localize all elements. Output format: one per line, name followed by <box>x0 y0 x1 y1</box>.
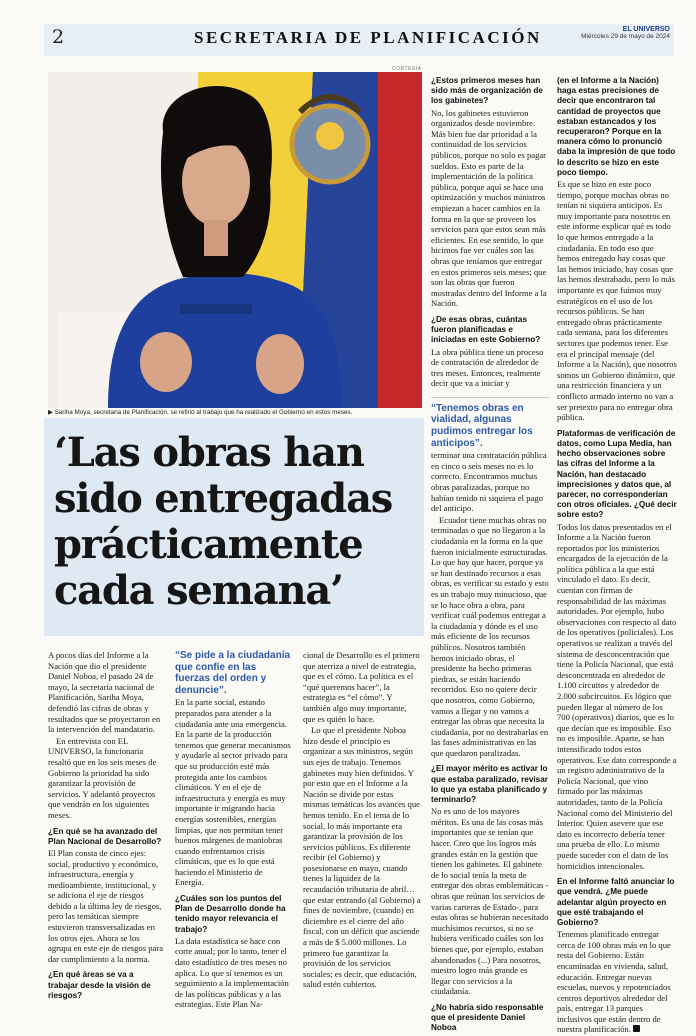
question: (en el Informe a la Nación) haga estas precisiones de decir que encontraron tal cantidad de proyectos que estaban estancados y los recuperaron? Porque en la manera cómo lo pronunció daba la impresión de que todo lo descrito se hizo en este poco tiempo. <box>557 76 676 177</box>
question: ¿Estos primeros meses han sido más de organización de los gabinetes? <box>431 76 543 106</box>
paragraph: En la parte social, estando preparados para atender a la ciudadanía ante una emergencia. En la parte de la producción tenemos que generar mecanismos y ayudarle al sector privado para que su producción esté más protegida ante los cambios climáticos. Y en el eje de infraestructura y energía es muy importante ir migrando hacia energías sostenibles, energías limpias, que nos permitan tener buenos márgenes de maniobras cuando enfrentamos crisis climáticas, que es lo que está haciendo el Ministerio de Energía. <box>175 697 291 888</box>
answer: No es uno de los mayores méritos. Es una de las cosas más importantes que se tenían que hacer. Creo que los logros más grandes están en la gestión que tienen los gabinetes. El gabinete de lo social tenía la meta de entregar dos obras emblemáticas -obras que reúnan los servicios de varias carteras de Estado-, para estas obras se hubieran necesitado muchísimos recursos, si no se hubiera verificado cuáles son los bienes que, por ejemplo, estaban abandonados (...) Para nosotros, nuestro logro más grande es llegar con servicios a la ciudadanía. <box>431 806 549 997</box>
question: ¿Cuáles son los puntos del Plan de Desarrollo donde ha tenido mayor relevancia el trabajo? <box>175 894 286 934</box>
pull-quote: “Se pide a la ciudadanía que confíe en las fuerzas del orden y denuncie”. <box>175 650 291 696</box>
question: ¿En qué se ha avanzado del Plan Nacional de Desarrollo? <box>48 826 162 846</box>
column-bottom-right <box>303 650 421 991</box>
question: ¿El mayor mérito es activar lo que estaba paralizado, revisar lo que ya estaba planificado y terminarlo? <box>431 764 548 805</box>
portrait-illustration <box>48 72 422 408</box>
column-fourth <box>557 76 677 1036</box>
page-number: 2 <box>52 26 65 48</box>
answer: No, los gabinetes estuvieron organizados desde noviembre. Más bien fue dar prioridad a la continuidad de los servicios públicos, porque no solo es pagar sueldos. Esto es parte de la implementación de la política pública, porque aquí se hace una optimización y muchos ministros empiezan a hacer cambios en la forma en la que se proveen los servicios para que estos sean más eficientes. En ese sentido, lo que hicimos fue ver cuáles son las obras que teníamos que entregar en estos primeros seis meses; que son las obras que fueron mostradas dentro del Informe a la Nación. <box>431 107 547 309</box>
headline: ‘Las obras han sido entregadas prácticamente cada semana’ <box>54 429 393 614</box>
answer-text: Tenemos planificado entregar cerca de 100 obras más en lo que resta del Gobierno. Están encaminadas en vivienda, salud, educación. Entregar nuevas escuelas, nuevos y repotenciados centros deportivos alrededor del país, entregar 13 parques inclusivos que están dentro de nuestra planificación. <box>557 929 671 1035</box>
question: ¿No habría sido responsable que el presidente Daniel Noboa <box>431 1002 544 1033</box>
paragraph: En entrevista con EL UNIVERSO, la funcionaria resaltó que en los seis meses de Gobierno la prioridad ha sido garantizar la provisión de servicios. Y adelantó proyectos que vendrán en los siguientes meses. <box>48 735 157 820</box>
page-header <box>44 24 674 56</box>
caption-text: Sariha Moya, secretaria de Planificación, se refirió al trabajo que ha realizado el Gobierno en estos meses. <box>54 409 353 416</box>
pull-quote: “Tenemos obras en vialidad, algunas pudimos entregar los anticipos”. <box>431 397 549 449</box>
answer: La obra pública tiene un proceso de contratación de alrededor de tres meses. Entonces, realmente decir que va a iniciar y <box>431 346 544 389</box>
issue-date: Miércoles 29 de mayo de 2024 <box>581 33 670 40</box>
question: ¿De esas obras, cuántas fueron planificadas e iniciadas en este Gobierno? <box>431 314 541 345</box>
section-title: SECRETARIA DE PLANIFICACIÓN <box>194 28 542 47</box>
masthead <box>581 26 670 40</box>
column-bottom-left <box>48 650 163 1002</box>
headline-box <box>44 418 424 636</box>
question: ¿En qué áreas se va a trabajar desde la visión de riesgos? <box>48 970 151 1000</box>
article-photo <box>48 72 422 408</box>
answer <box>557 929 677 1035</box>
brand-name: EL UNIVERSO <box>622 26 670 33</box>
end-of-article-icon <box>633 1025 640 1032</box>
paragraph: cional de Desarrollo es el primero que aterriza a nivel de estrategia, que es el cómo. La política es el “qué queremos hacer”, la estrategia es “el cómo”. Y también algo muy importante, que es quién lo hace. <box>303 650 420 724</box>
column-third <box>431 76 549 1035</box>
photo-credit: CORTESIA <box>392 66 422 72</box>
paragraph: terminar una contratación pública en cinco o seis meses no es lo correcto. Encontramos muchas obras paralizadas, porque no habían tenido ni siquiera el pago del anticipo. <box>431 450 547 514</box>
answer: Todos los datos presentados en el Informe a la Nación fueron reportados por los ministerios encargados de la ejecución de la política pública a la que está vinculado el dato. Es decir, cuentan con firmas de responsabilidad de las máximas autoridades. Por ejemplo, hubo observaciones con respecto al dato de los operativos (policiales). Los operativos se realizan a través del sistema de desconcentración que tiene la Policía Nacional, que está desconcentrada en alrededor de 1.100 circuitos y alrededor de 2.000 subcircuitos. Es lógico que pueden llegar al número de los 700 (operativos) diarios, que es lo que decían que es imposible. Eso no es imposible. Aparte, se han intensificado todos estos operativos. Ese dato corresponde a un registro administrativo de la Policía Nacional, que vino firmado por las máximas autoridades, tanto de la Policía Nacional como del Ministerio del Interior. Quien asevere que ese dato es incorrecto debería tener una prueba de ello. Lo mismo puede suceder con el dato de los homicidios intencionales. <box>557 521 677 871</box>
photo-caption <box>48 409 422 416</box>
answer: La data estadística se hace con corte anual; por lo tanto, tener el dato estadístico de tres meses no aplica. Lo que sí tenemos es un seguimiento a la implementación de las políticas públicas y a las estrategias. Este Plan Na- <box>175 935 289 1010</box>
caption-marker-icon: ▶ <box>48 409 53 416</box>
column-bottom-middle <box>175 650 293 1011</box>
intro-paragraph: A pocos días del Informe a la Nación que dio el presidente Daniel Noboa, el pasado 24 de mayo, la secretaria nacional de Planificación, Sariha Moya, defendió las cifras de obras y resultados que se proyectaron en la intervención del mandatario. <box>48 650 161 735</box>
paragraph: Ecuador tiene muchas obras no terminadas o que no llegaron a la ciudadanía en la forma en la que fueron inicialmente estructuradas. Lo que hay que hacer, porque ya se han destinado recursos a esas obras, es verificar su estado y esto es un trabajo muy minucioso, que se lo hace obra a obra, para verificar cuál podemos entregar a la ciudadanía y dónde es el uso más eficiente de los recursos públicos. Nosotros también hemos iniciado obras, el presidente ha hecho primeras piedras, se están haciendo recorridos. Eso no quiere decir que nosotros, como Gobierno, vamos a llegar y no vamos a entregar las obras que necesita la ciudadanía, por no destrabarlas en las fases administrativas en las que quedaron paralizadas. <box>431 514 549 758</box>
question: En el Informe faltó anunciar lo que vendrá. ¿Me puede adelantar algún proyecto en que esté trabajando el Gobierno? <box>557 877 675 927</box>
answer: Es que se hizo en este poco tiempo, porque muchas obras no tenían ni siquiera anticipos. Es muy importante para nosotros en este informe explicar qué es todo lo que hemos entregado a la ciudadanía. En todo eso que hemos entregado hay cosas que las hemos iniciado, hay cosas que las hemos destrabado, pero lo más importante es que fuimos muy estratégicos en el uso de los recursos públicos. Se han entregado obras prácticamente cada semana, para los diferentes sectores que podemos tener. Ese era el principal mensaje (del Informe a la Nación), que nosotros somos un Gobierno dinámico, que una restricción financiera y un conflicto armado interno no van a ser pretexto para no entregar obra pública. <box>557 179 677 423</box>
answer: El Plan consta de cinco ejes: social, productivo y económico, infraestructura, energía y medioambiente, institucional, y se adiciona el eje de riesgos debido a la última ley de riesgos, pero las temáticas siempre estuvieron transversalizadas en los otros ejes. Ahora se los agrupa en este eje de riesgos para dar cumplimiento a la norma. <box>48 847 164 964</box>
paragraph: Lo que el presidente Noboa hizo desde el principio es organizar a sus ministros, según sus ejes de trabajo. Tenemos gabinetes muy bien definidos. Y por esto que en el Informe a la Nación se divide por estas mismas temáticas los avances que hemos tenido. En el tema de lo social, lo más importante era garantizar la provisión de los servicios públicos. Es diferente recibir (el Gobierno) y posesionarse en mayo, cuando tienes la liquidez de la recaudación tributaria de abril… que estar entrando (al Gobierno) a fines de noviembre, (cuando) en diciembre es el cierre del año fiscal, con un déficit que asciende a más de $ 5.000 millones. Lo primero fue garantizar la provisión de los servicios sociales; es decir, que educación, salud estén cubiertos. <box>303 725 421 990</box>
question: Plataformas de verificación de datos, como Lupa Media, han hecho observaciones sobre las cifras del Informe a la Nación, han destacado imprecisiones y datos que, al parecer, no corresponderían con otros oficiales. ¿Qué decir sobre esto? <box>557 428 677 520</box>
